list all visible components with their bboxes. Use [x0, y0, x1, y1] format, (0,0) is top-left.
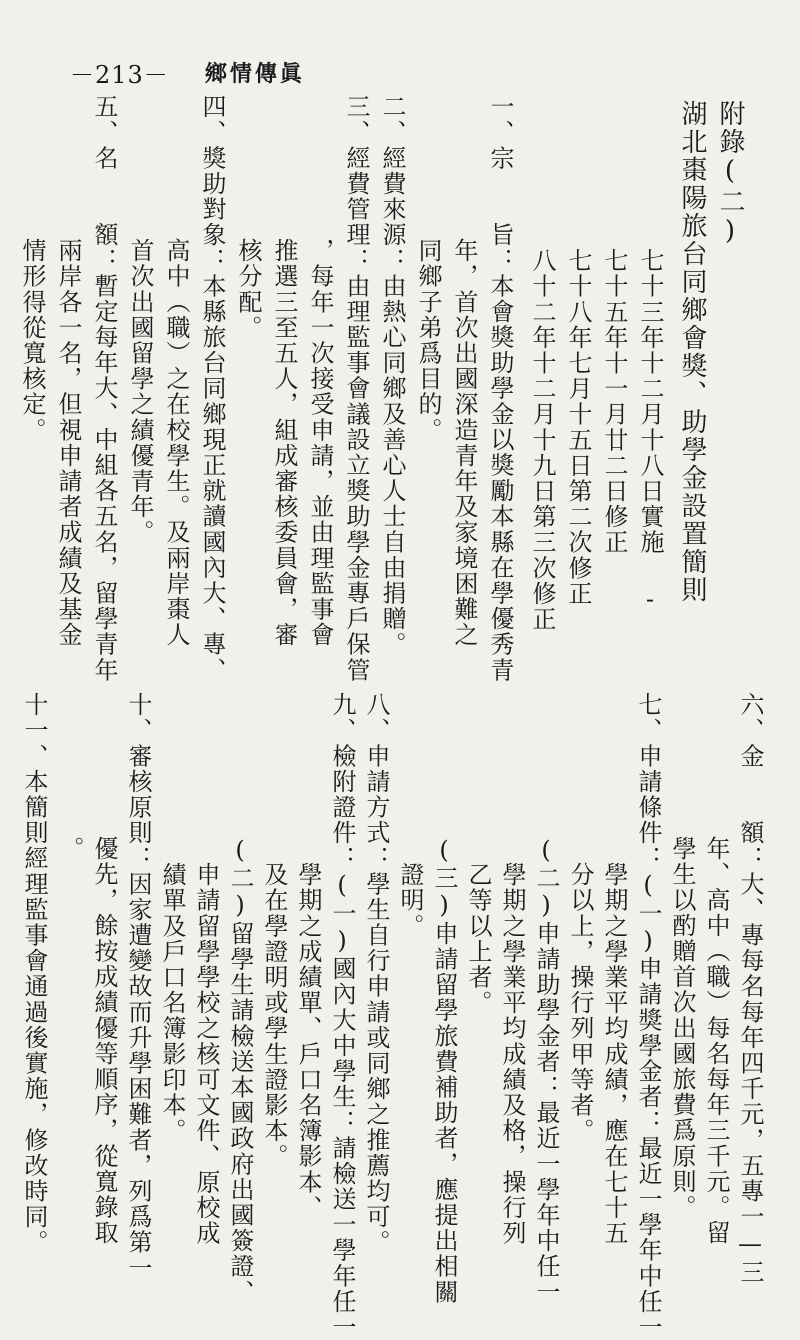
- clause-line: 分以上，操行列甲等者。: [566, 862, 594, 1144]
- clause-line: 三、經費管理：由理監事會議設立獎助學金專戶保管: [342, 94, 370, 683]
- date-line: 七十五年十一月廿二日修正: [600, 248, 628, 556]
- clause-line: 六、金 額：大、專每名每年四千元，五專一—三: [736, 692, 764, 1285]
- clause-line: 二、經費來源：由熱心同鄉及善心人士自由捐贈。: [378, 94, 406, 658]
- clause-line: 學期之學業平均成績及格，操行列: [498, 862, 526, 1246]
- clause-line: (二)申請助學金者：最近一學年中任一: [532, 836, 560, 1305]
- clause-line: (三)申請留學旅費補助者，應提出相關: [430, 836, 458, 1305]
- clause-line: 七、申請條件：(一)申請獎學金者：最近一學年中任一: [634, 692, 662, 1340]
- clause-line: 一、宗 旨：本會獎助學金以獎勵本縣在學優秀青: [486, 94, 514, 683]
- clause-line: 五、名 額：暫定每年大、中組各五名，留學青年: [90, 94, 118, 683]
- clause-line: 績單及戶口名簿影印本。: [158, 862, 186, 1144]
- clause-line: 首次出國留學之績優青年。: [126, 238, 154, 546]
- clause-line: 四、獎助對象：本縣旅台同鄉現正就讀國內大、專、: [198, 94, 226, 683]
- date-line: 八十二年十二月十九日第三次修正: [528, 248, 556, 632]
- clause-line: 優先，餘按成績優等順序，從寬錄取: [90, 836, 118, 1246]
- clause-line: 八、申請方式：學生自行申請或同鄉之推薦均可。: [362, 692, 390, 1256]
- clause-line: 學生以酌贈首次出國旅費爲原則。: [668, 836, 696, 1220]
- clause-line: 推選三至五人，組成審核委員會，審: [270, 238, 298, 648]
- clause-line: 兩岸各一名，但視申請者成績及基金: [54, 238, 82, 648]
- clause-line: 乙等以上者。: [464, 862, 492, 1016]
- clause-line: 。: [56, 836, 84, 862]
- clause-line: 九、檢附證件：(一)國內大中學生：請檢送一學年任一: [328, 692, 356, 1340]
- clause-line: 學期之學業平均成績，應在七十五: [600, 862, 628, 1246]
- page-header: [70, 52, 305, 92]
- date-line: 七十八年七月十五日第二次修正: [564, 248, 592, 607]
- clause-line: 證明。: [396, 862, 424, 939]
- clause-line: 同鄉子弟爲目的。: [414, 238, 442, 443]
- clause-line: 年、高中（職）每名每年三千元。留: [702, 836, 730, 1246]
- clause-line: (二)留學生請檢送本國政府出國簽證、: [226, 836, 254, 1305]
- clause-line: 申請留學學校之核可文件、原校成: [192, 862, 220, 1246]
- clause-line: 學期之成績單、戶口名簿影本、: [294, 862, 322, 1221]
- clause-line: 十、審核原則：因家遭變故而升學困難者，列爲第一: [124, 692, 152, 1281]
- clause-line: 核分配。: [234, 238, 262, 341]
- book-title: 鄉情傳眞: [204, 60, 305, 87]
- page-number: －213－: [70, 60, 169, 89]
- date-line: 七十三年十二月十八日實施 -: [636, 248, 664, 615]
- clause-line: 年，首次出國深造青年及家境困難之: [450, 238, 478, 648]
- clause-line: 及在學證明或學生證影本。: [260, 862, 288, 1170]
- clause-line: 十一、本簡則經理監事會通過後實施，修改時同。: [20, 692, 48, 1256]
- clause-line: 高中（職）之在校學生。及兩岸棗人: [162, 238, 190, 648]
- document-title: 湖北棗陽旅台同鄉會獎、助學金設置簡則: [677, 100, 707, 604]
- clause-line: ，每年一次接受申請，並由理監事會: [306, 238, 334, 648]
- clause-line: 情形得從寬核定。: [18, 238, 46, 443]
- appendix-label: 附錄(二): [715, 100, 745, 248]
